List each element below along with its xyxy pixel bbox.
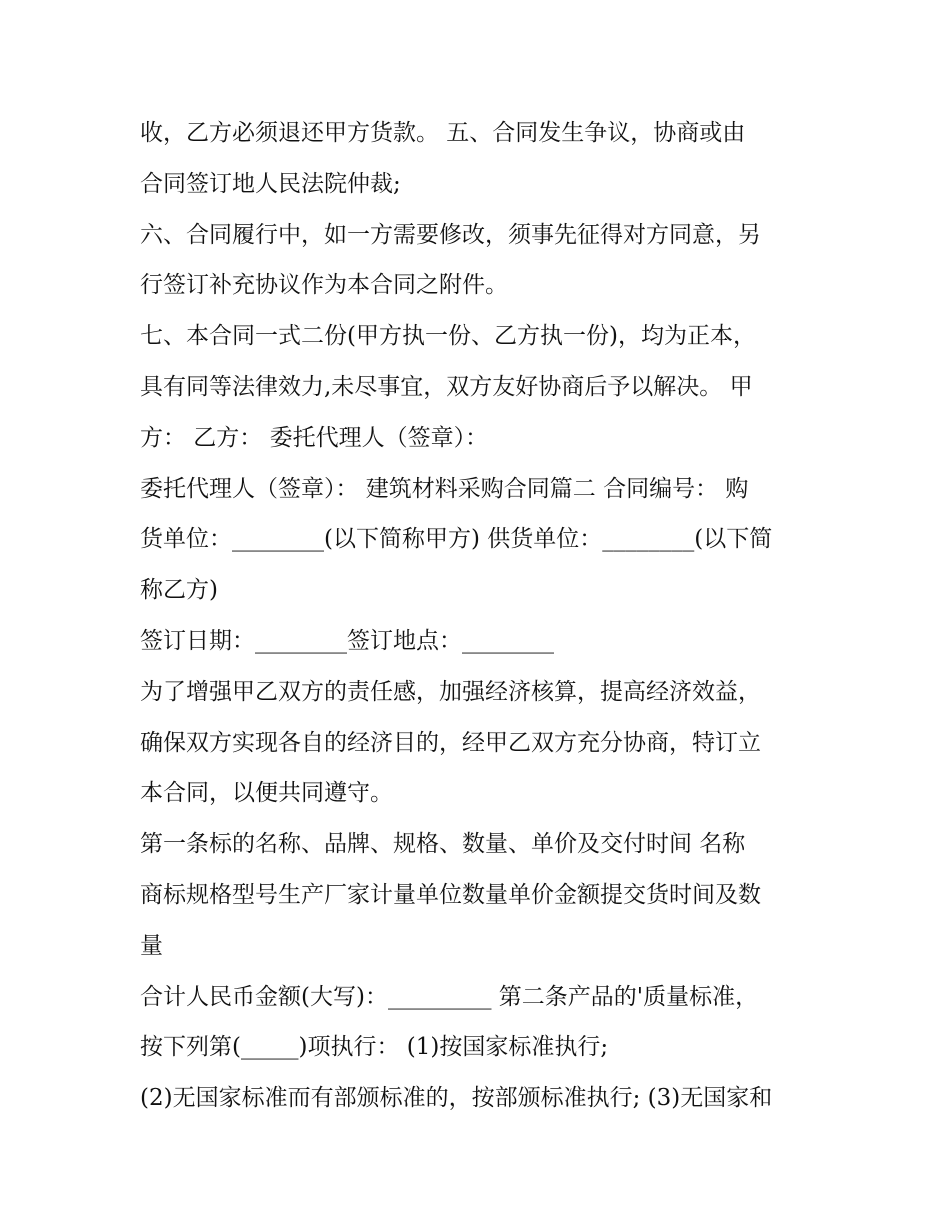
text-line: 合计人民币金额(大写)：_________ 第二条产品的'质量标准， <box>140 983 759 1010</box>
text-line: 确保双方实现各自的经济目的，经甲乙双方充分协商，特订立 <box>140 729 761 756</box>
text-line: 六、合同履行中，如一方需要修改，须事先征得对方同意，另 <box>140 221 761 248</box>
text-line: 行签订补充协议作为本合同之附件。 <box>140 272 508 299</box>
text-line: 量 <box>140 932 163 959</box>
text-line: (2)无国家标准而有部颁标准的，按部颁标准执行; (3)无国家和 <box>140 1085 773 1112</box>
text-line: 签订日期：________签订地点：________ <box>140 627 554 654</box>
text-line: 为了增强甲乙双方的责任感，加强经济核算，提高经济效益， <box>140 678 761 705</box>
document-body <box>140 108 820 1124</box>
text-line: 收，乙方必须退还甲方货款。 五、合同发生争议，协商或由 <box>140 120 746 146</box>
text-line: 本合同，以便共同遵守。 <box>140 780 393 807</box>
text-line: 合同签订地人民法院仲裁; <box>140 170 401 197</box>
text-line: 方： 乙方： 委托代理人（签章）： <box>140 424 489 451</box>
text-line: 商标规格型号生产厂家计量单位数量单价金额提交货时间及数 <box>140 881 761 908</box>
text-line: 具有同等法律效力,未尽事宜，双方友好协商后予以解决。 甲 <box>140 373 753 400</box>
text-line: 七、本合同一式二份(甲方执一份、乙方执一份)，均为正本， <box>140 323 756 350</box>
text-line: 按下列第(_____)项执行： (1)按国家标准执行; <box>140 1034 609 1061</box>
text-line: 委托代理人（签章）： 建筑材料采购合同篇二 合同编号： 购 <box>140 475 749 502</box>
text-line: 第一条标的名称、品牌、规格、数量、单价及交付时间 名称 <box>140 831 746 858</box>
text-line: 货单位：________(以下简称甲方) 供货单位：________(以下简 <box>140 526 773 553</box>
text-line: 称乙方) <box>140 577 218 604</box>
